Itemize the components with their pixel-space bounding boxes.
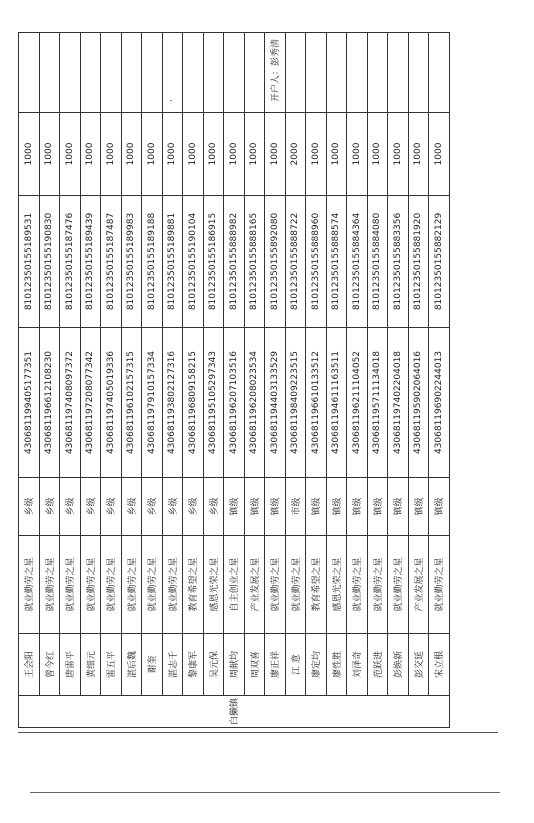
remark-cell: [80, 33, 101, 113]
remark-cell: 开户人：彭秀清: [265, 33, 286, 113]
left-margin-line: [30, 792, 500, 793]
account-cell: 81012350155190104: [183, 196, 204, 328]
award-cell: 就业勤劳之星: [80, 536, 101, 634]
account-cell: 81012350155186915: [203, 196, 224, 328]
table-row: [80, 33, 101, 728]
level-cell: 镇级: [306, 478, 327, 536]
award-cell: 就业勤劳之星: [39, 536, 60, 634]
award-cell: 教育希望之星: [183, 536, 204, 634]
amount-cell: 1000: [429, 113, 450, 196]
award-cell: 感恩光荣之星: [326, 536, 347, 634]
remark-cell: [408, 33, 429, 113]
account-cell: 81012350155189983: [121, 196, 142, 328]
name-cell: 彭焕新: [388, 634, 409, 696]
level-cell: 乡级: [101, 478, 122, 536]
amount-cell: 1000: [347, 113, 368, 196]
amount-cell: 1000: [142, 113, 163, 196]
table-row: [60, 33, 81, 728]
level-cell: 镇级: [224, 478, 245, 536]
amount-cell: 2000: [285, 113, 306, 196]
name-cell: 周双喜: [244, 634, 265, 696]
table-left-border: [18, 732, 498, 733]
remark-cell: [101, 33, 122, 113]
account-cell: 81012350155189439: [80, 196, 101, 328]
award-cell: 自主创业之星: [224, 536, 245, 634]
name-cell: 唐雷平: [60, 634, 81, 696]
table-row: [326, 33, 347, 728]
id-number-cell: 430681197408097372: [60, 328, 81, 478]
amount-cell: 1000: [326, 113, 347, 196]
name-cell: 谢奎: [142, 634, 163, 696]
level-cell: 乡级: [203, 478, 224, 536]
amount-cell: 1000: [265, 113, 286, 196]
id-number-cell: 430681197402204018: [388, 328, 409, 478]
award-cell: 感恩光荣之星: [203, 536, 224, 634]
id-number-cell: 430681196208023534: [244, 328, 265, 478]
remark-cell: [142, 33, 163, 113]
award-table: [18, 32, 450, 728]
name-cell: 范跃进: [367, 634, 388, 696]
amount-cell: 1000: [121, 113, 142, 196]
remark-cell: [183, 33, 204, 113]
table-row: [306, 33, 327, 728]
name-cell: 曾今红: [39, 634, 60, 696]
name-cell: 廖定均: [306, 634, 327, 696]
table-row: [244, 33, 265, 728]
account-cell: 81012350155888982: [224, 196, 245, 328]
table-row: [142, 33, 163, 728]
level-cell: 镇级: [265, 478, 286, 536]
remark-cell: [429, 33, 450, 113]
table-row: [265, 33, 286, 728]
id-number-cell: 430681197405019336: [101, 328, 122, 478]
level-cell: 乡级: [19, 478, 40, 536]
id-number-cell: 430681196612108230: [39, 328, 60, 478]
account-cell: 81012350155883356: [388, 196, 409, 328]
level-cell: 乡级: [121, 478, 142, 536]
table-row: [121, 33, 142, 728]
table-row: [388, 33, 409, 728]
level-cell: 乡级: [142, 478, 163, 536]
id-number-cell: 430681195711134018: [367, 328, 388, 478]
award-cell: 就业勤劳之星: [265, 536, 286, 634]
name-cell: 王会阳: [19, 634, 40, 696]
remark-cell: [121, 33, 142, 113]
id-number-cell: 430681197208077342: [80, 328, 101, 478]
remark-cell: [39, 33, 60, 113]
amount-cell: 1000: [183, 113, 204, 196]
award-cell: 就业勤劳之星: [19, 536, 40, 634]
level-cell: 镇级: [429, 478, 450, 536]
level-cell: 乡级: [183, 478, 204, 536]
name-cell: 雷五平: [101, 634, 122, 696]
award-cell: 产业发展之星: [408, 536, 429, 634]
remark-cell: [306, 33, 327, 113]
id-number-cell: 430681196902244013: [429, 328, 450, 478]
amount-cell: 1000: [80, 113, 101, 196]
amount-cell: 1000: [60, 113, 81, 196]
level-cell: 镇级: [388, 478, 409, 536]
remark-cell: [203, 33, 224, 113]
account-cell: 81012350155884080: [367, 196, 388, 328]
award-cell: 就业勤劳之星: [142, 536, 163, 634]
table-row: [101, 33, 122, 728]
table-row: [367, 33, 388, 728]
name-cell: 廖性胜: [326, 634, 347, 696]
account-cell: 81012350155892080: [265, 196, 286, 328]
award-cell: 就业勤劳之星: [101, 536, 122, 634]
account-cell: 81012350155888574: [326, 196, 347, 328]
id-number-cell: 430681194403133529: [265, 328, 286, 478]
id-number-cell: 430681196211104052: [347, 328, 368, 478]
award-cell: 就业勤劳之星: [388, 536, 409, 634]
amount-cell: 1000: [101, 113, 122, 196]
level-cell: 镇级: [408, 478, 429, 536]
table-row: [39, 33, 60, 728]
name-cell: 廖正祥: [265, 634, 286, 696]
remark-cell: [19, 33, 40, 113]
award-cell: 就业勤劳之星: [121, 536, 142, 634]
account-cell: 81012350155888722: [285, 196, 306, 328]
table-row: [19, 33, 40, 728]
id-number-cell: 430681198409223515: [285, 328, 306, 478]
name-cell: 湛志千: [162, 634, 183, 696]
remark-cell: [244, 33, 265, 113]
level-cell: 镇级: [244, 478, 265, 536]
award-cell: 教育希望之星: [306, 536, 327, 634]
award-cell: 就业勤劳之星: [60, 536, 81, 634]
level-cell: 镇级: [347, 478, 368, 536]
amount-cell: 1000: [408, 113, 429, 196]
remark-cell: [224, 33, 245, 113]
id-number-cell: 430681196102157315: [121, 328, 142, 478]
amount-cell: 1000: [388, 113, 409, 196]
remark-cell: [347, 33, 368, 113]
name-cell: 湛后魏: [121, 634, 142, 696]
amount-cell: 1000: [224, 113, 245, 196]
table-row: [347, 33, 368, 728]
id-number-cell: 430681196809158215: [183, 328, 204, 478]
award-cell: 就业勤劳之星: [367, 536, 388, 634]
amount-cell: 1000: [162, 113, 183, 196]
account-cell: 81012350155189881: [162, 196, 183, 328]
level-cell: 市级: [285, 478, 306, 536]
id-number-cell: 430681199405177351: [19, 328, 40, 478]
remark-cell: ·: [162, 33, 183, 113]
account-cell: 81012350155187487: [101, 196, 122, 328]
level-cell: 镇级: [367, 478, 388, 536]
id-number-cell: 430681193802127316: [162, 328, 183, 478]
account-cell: 81012350155882129: [429, 196, 450, 328]
amount-cell: 1000: [244, 113, 265, 196]
account-cell: 81012350155189188: [142, 196, 163, 328]
remark-cell: [285, 33, 306, 113]
remark-cell: [388, 33, 409, 113]
account-cell: 81012350155881920: [408, 196, 429, 328]
table-row: [224, 33, 245, 728]
award-cell: 就业勤劳之星: [347, 536, 368, 634]
table-row: [183, 33, 204, 728]
table-row: [162, 33, 183, 728]
level-cell: 乡级: [60, 478, 81, 536]
remark-cell: [367, 33, 388, 113]
id-number-cell: 430681194611163511: [326, 328, 347, 478]
id-number-cell: 430681195105297343: [203, 328, 224, 478]
account-cell: 81012350155190830: [39, 196, 60, 328]
id-number-cell: 430681196610133512: [306, 328, 327, 478]
id-number-cell: 430681195902064016: [408, 328, 429, 478]
table-row: [408, 33, 429, 728]
name-cell: 彭交延: [408, 634, 429, 696]
level-cell: 乡级: [39, 478, 60, 536]
account-cell: 81012350155888960: [306, 196, 327, 328]
id-number-cell: 430681196207103516: [224, 328, 245, 478]
name-cell: 吴元保: [203, 634, 224, 696]
level-cell: 镇级: [326, 478, 347, 536]
level-cell: 乡级: [162, 478, 183, 536]
name-cell: 周献均: [224, 634, 245, 696]
amount-cell: 1000: [367, 113, 388, 196]
account-cell: 81012350155888165: [244, 196, 265, 328]
remark-cell: [60, 33, 81, 113]
name-cell: 黎康军: [183, 634, 204, 696]
amount-cell: 1000: [19, 113, 40, 196]
table-row: [429, 33, 450, 728]
level-cell: 乡级: [80, 478, 101, 536]
name-cell: 黄细元: [80, 634, 101, 696]
table-row: [203, 33, 224, 728]
amount-cell: 1000: [306, 113, 327, 196]
award-cell: 就业勤劳之星: [285, 536, 306, 634]
amount-cell: 1000: [39, 113, 60, 196]
account-cell: 81012350155189531: [19, 196, 40, 328]
id-number-cell: 430681197910157334: [142, 328, 163, 478]
award-cell: 就业勤劳之星: [162, 536, 183, 634]
name-cell: 刘泽奇: [347, 634, 368, 696]
award-cell: 产业发展之星: [244, 536, 265, 634]
table-row: [285, 33, 306, 728]
name-cell: 江 意: [285, 634, 306, 696]
remark-cell: [326, 33, 347, 113]
town-cell: 白獭镇: [19, 696, 450, 728]
account-cell: 81012350155187476: [60, 196, 81, 328]
account-cell: 81012350155884364: [347, 196, 368, 328]
award-cell: 就业勤劳之星: [429, 536, 450, 634]
name-cell: 宋立根: [429, 634, 450, 696]
amount-cell: 1000: [203, 113, 224, 196]
